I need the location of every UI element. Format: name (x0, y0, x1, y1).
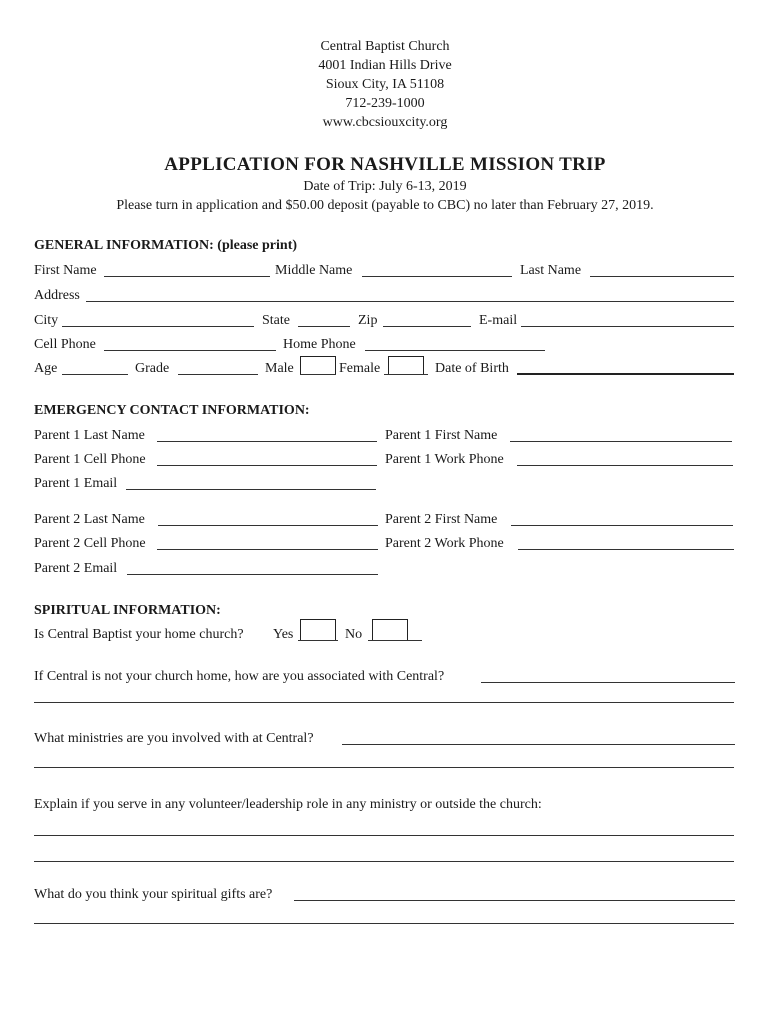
p2-work-label: Parent 2 Work Phone (385, 536, 504, 551)
p2-email-label: Parent 2 Email (34, 561, 118, 576)
cell-phone-field[interactable] (104, 350, 276, 351)
email-field[interactable] (521, 326, 734, 327)
church-name: Central Baptist Church (320, 39, 450, 54)
spiritual-heading: SPIRITUAL INFORMATION: (34, 603, 221, 618)
volunteer-answer-line-1[interactable] (34, 835, 734, 836)
no-label: No (345, 627, 363, 642)
gifts-question: What do you think your spiritual gifts are? (34, 887, 273, 902)
trip-date: Date of Trip: July 6-13, 2019 (303, 179, 467, 194)
p1-cell-field[interactable] (157, 465, 377, 466)
p1-email-field[interactable] (126, 489, 376, 490)
no-checkbox[interactable] (372, 619, 408, 641)
last-name-label: Last Name (520, 263, 582, 278)
p2-last-field[interactable] (158, 525, 378, 526)
volunteer-question: Explain if you serve in any volunteer/leadership role in any ministry or outside the church: (34, 797, 542, 812)
first-name-field[interactable] (104, 276, 270, 277)
male-label: Male (265, 361, 294, 376)
email-label: E-mail (479, 313, 518, 328)
instructions: Please turn in application and $50.00 deposit (payable to CBC) no later than February 27, 2019. (116, 198, 654, 213)
no-box-underline (368, 640, 422, 641)
p1-last-field[interactable] (157, 441, 377, 442)
yes-label: Yes (273, 627, 294, 642)
yes-checkbox[interactable] (300, 619, 336, 641)
cell-phone-label: Cell Phone (34, 337, 96, 352)
p2-email-field[interactable] (127, 574, 378, 575)
dob-label: Date of Birth (435, 361, 509, 376)
associated-answer-line-1[interactable] (481, 682, 735, 683)
male-box-underline (300, 374, 336, 375)
ministries-answer-line-1[interactable] (342, 744, 735, 745)
volunteer-answer-line-2[interactable] (34, 861, 734, 862)
address-label: Address (34, 288, 80, 303)
yes-box-underline (298, 640, 338, 641)
p2-last-label: Parent 2 Last Name (34, 512, 145, 527)
zip-field[interactable] (383, 326, 471, 327)
p1-cell-label: Parent 1 Cell Phone (34, 452, 146, 467)
p2-work-field[interactable] (518, 549, 734, 550)
male-checkbox[interactable] (300, 356, 336, 375)
church-street: 4001 Indian Hills Drive (318, 58, 452, 73)
ministries-answer-line-2[interactable] (34, 767, 734, 768)
page-title: APPLICATION FOR NASHVILLE MISSION TRIP (164, 154, 606, 175)
grade-field[interactable] (178, 374, 258, 375)
gifts-answer-line-2[interactable] (34, 923, 734, 924)
home-phone-label: Home Phone (283, 337, 356, 352)
p1-email-label: Parent 1 Email (34, 476, 118, 491)
city-field[interactable] (62, 326, 254, 327)
p2-cell-label: Parent 2 Cell Phone (34, 536, 146, 551)
p2-cell-field[interactable] (157, 549, 378, 550)
general-info-heading: GENERAL INFORMATION: (please print) (34, 238, 298, 253)
city-label: City (34, 313, 59, 328)
church-phone: 712-239-1000 (345, 96, 425, 111)
p1-work-field[interactable] (517, 465, 733, 466)
state-field[interactable] (298, 326, 350, 327)
first-name-label: First Name (34, 263, 97, 278)
p2-first-label: Parent 2 First Name (385, 512, 498, 527)
female-label: Female (339, 361, 381, 376)
middle-name-label: Middle Name (275, 263, 353, 278)
female-box-underline (384, 374, 428, 375)
home-phone-field[interactable] (365, 350, 545, 351)
p1-last-label: Parent 1 Last Name (34, 428, 145, 443)
dob-field[interactable] (517, 373, 734, 375)
p1-first-label: Parent 1 First Name (385, 428, 498, 443)
associated-question: If Central is not your church home, how are you associated with Central? (34, 669, 445, 684)
state-label: State (262, 313, 290, 328)
age-label: Age (34, 361, 58, 376)
female-checkbox[interactable] (388, 356, 424, 375)
grade-label: Grade (135, 361, 170, 376)
ministries-question: What ministries are you involved with at Central? (34, 731, 314, 746)
address-field[interactable] (86, 301, 734, 302)
middle-name-field[interactable] (362, 276, 512, 277)
last-name-field[interactable] (590, 276, 734, 277)
age-field[interactable] (62, 374, 128, 375)
p2-first-field[interactable] (511, 525, 733, 526)
church-city: Sioux City, IA 51108 (325, 77, 445, 92)
church-website: www.cbcsiouxcity.org (322, 115, 448, 130)
p1-work-label: Parent 1 Work Phone (385, 452, 504, 467)
emergency-heading: EMERGENCY CONTACT INFORMATION: (34, 403, 310, 418)
gifts-answer-line-1[interactable] (294, 900, 735, 901)
associated-answer-line-2[interactable] (34, 702, 734, 703)
p1-first-field[interactable] (510, 441, 732, 442)
home-church-question: Is Central Baptist your home church? (34, 627, 244, 642)
zip-label: Zip (358, 313, 378, 328)
